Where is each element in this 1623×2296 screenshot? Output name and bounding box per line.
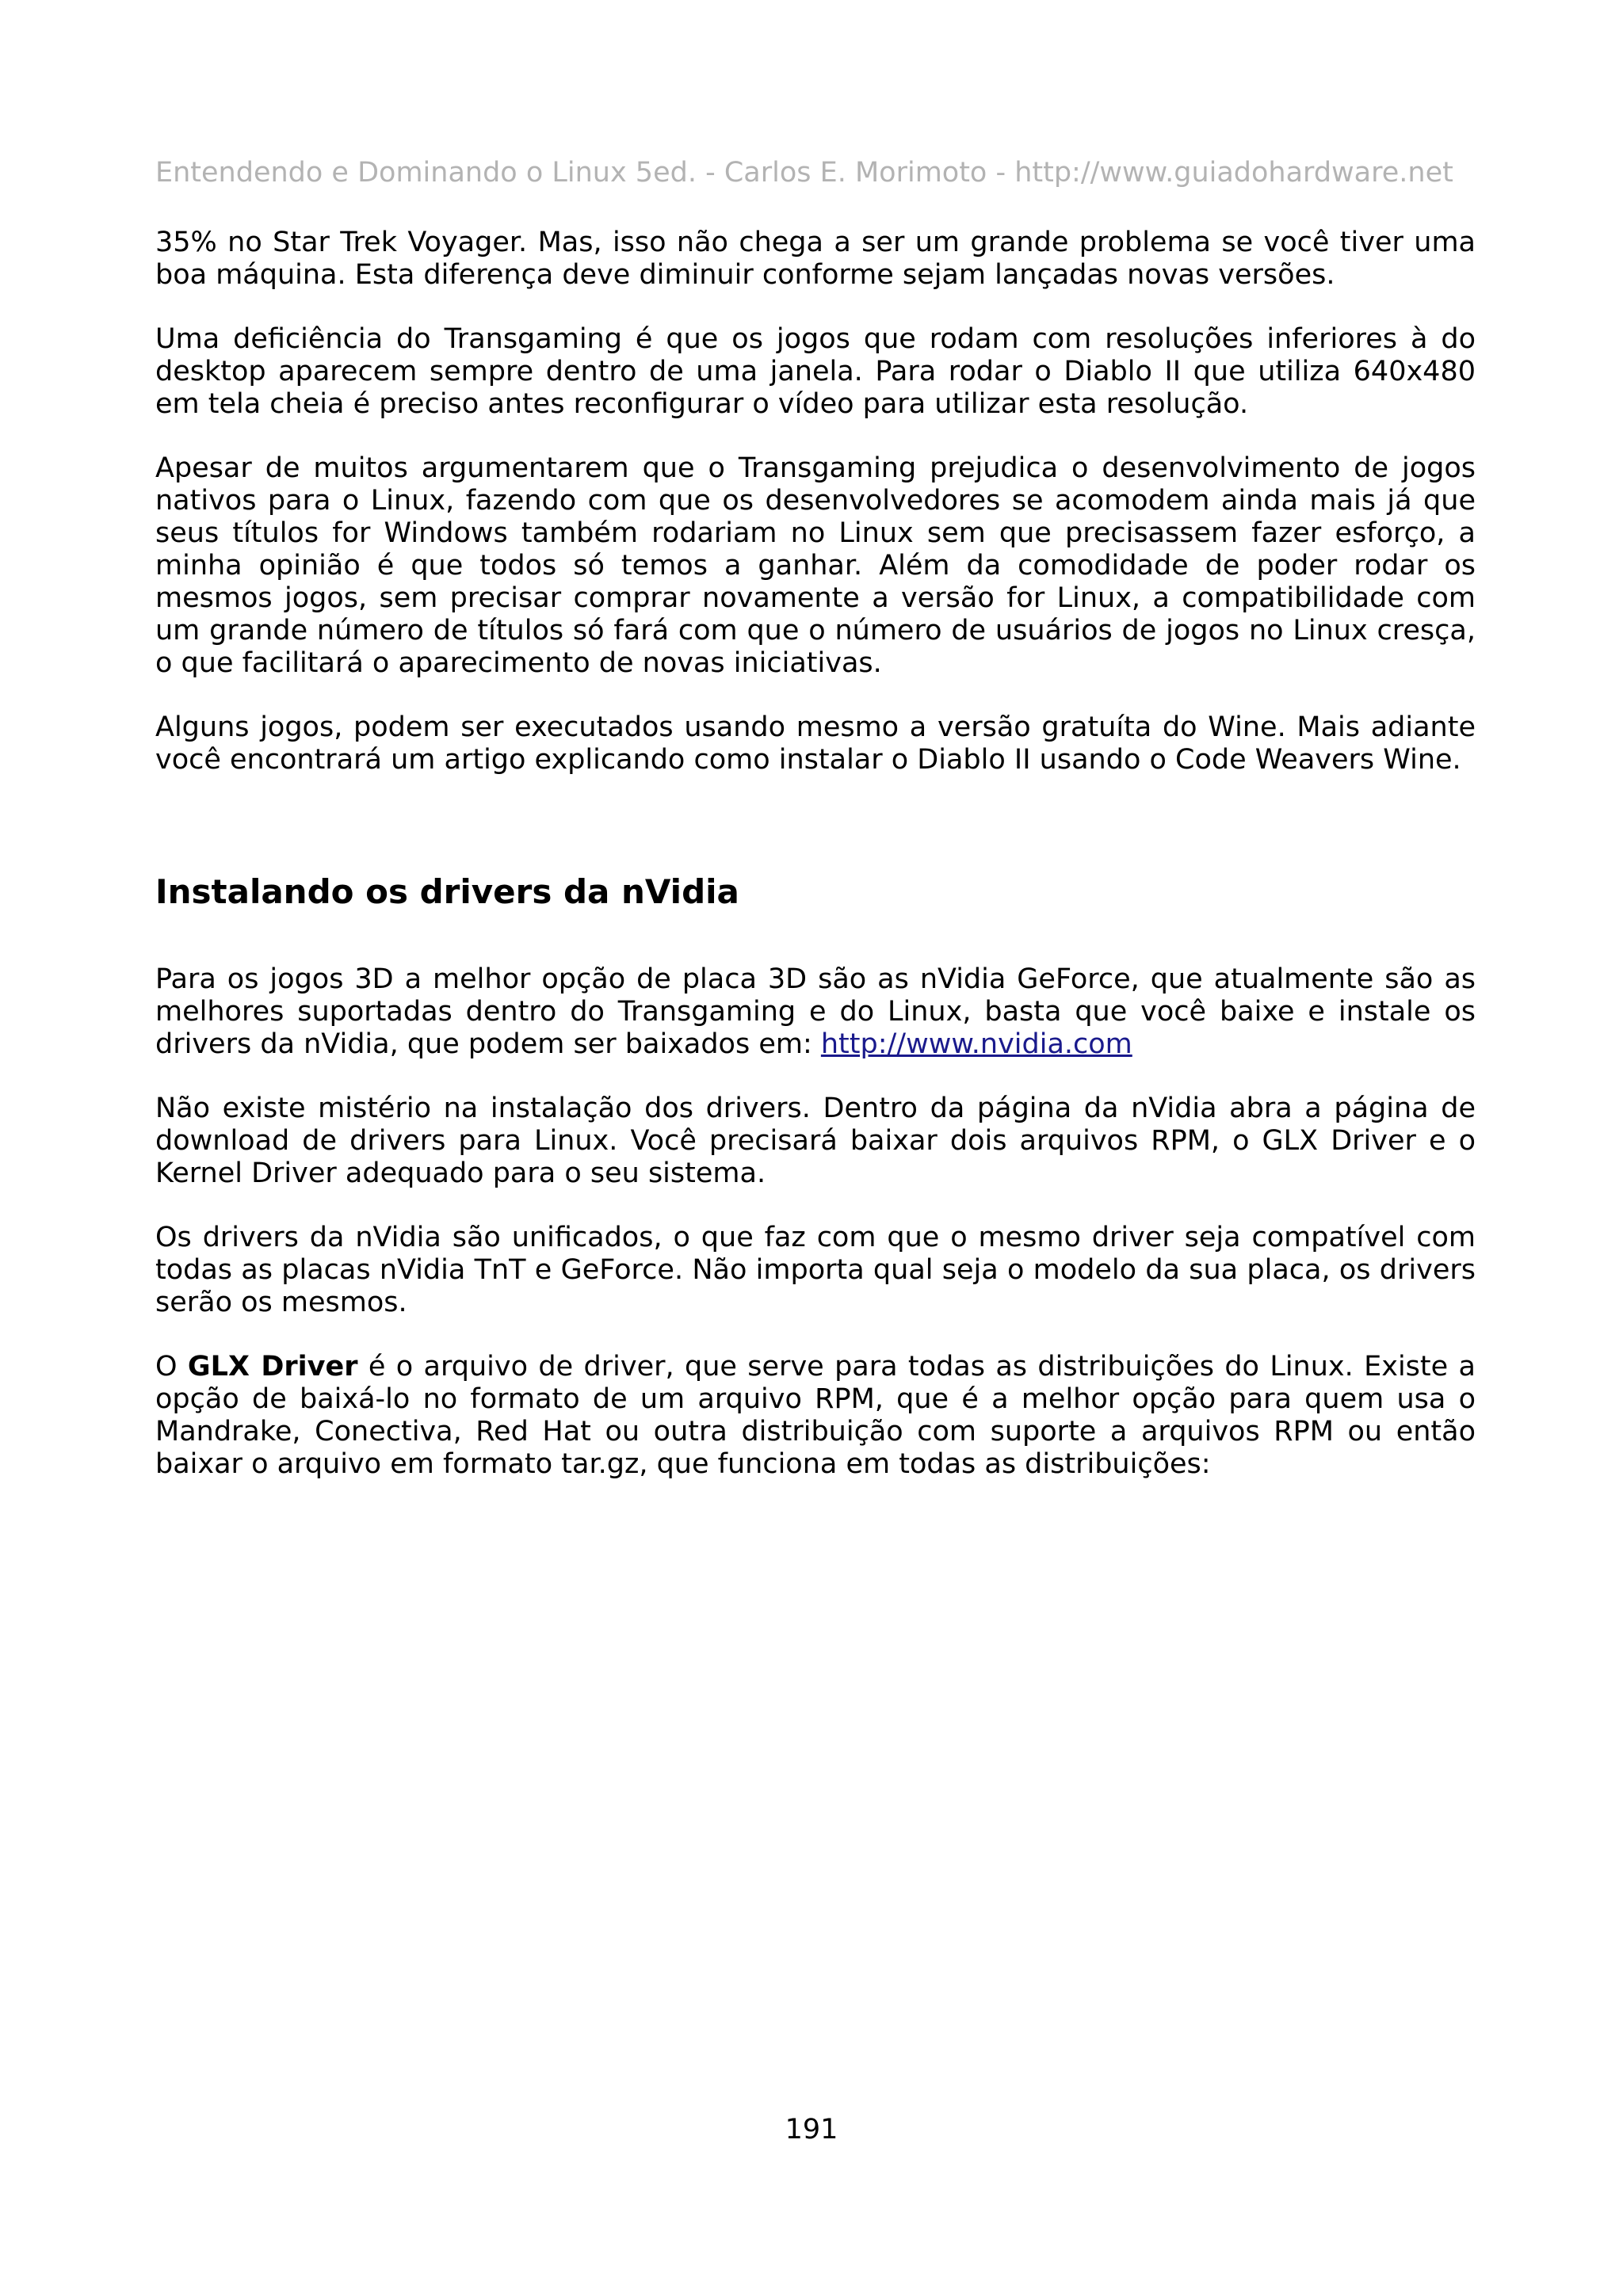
paragraph-nvidia-intro xyxy=(155,963,1476,1061)
section-heading: Instalando os drivers da nVidia xyxy=(155,872,739,911)
paragraph-driver-download: Não existe mistério na instalação dos drivers. Dentro da página da nVidia abra a página de download de drivers para Linux. Você precisará baixar dois arquivos RPM, o GLX Driver e o Kernel Driver adequado para o seu sistema. xyxy=(155,1093,1476,1189)
paragraph-wine-games: Alguns jogos, podem ser executados usando mesmo a versão gratuíta do Wine. Mais adiante você encontrará um artigo explicando como instalar o Diablo II usando o Code Weavers Wine. xyxy=(155,711,1476,776)
running-header: Entendendo e Dominando o Linux 5ed. - Carlos E. Morimoto - http://www.guiadohardware.net xyxy=(155,157,1453,189)
paragraph-performance-note: 35% no Star Trek Voyager. Mas, isso não chega a ser um grande problema se você tiver uma boa máquina. Esta diferença deve diminuir conforme sejam lançadas novas versões. xyxy=(155,227,1476,291)
paragraph-resolution-limitation: Uma deficiência do Transgaming é que os jogos que rodam com resoluções inferiores à do desktop aparecem sempre dentro de uma janela. Para rodar o Diablo II que utiliza 640x480 em tela cheia é preciso antes reconfigurar o vídeo para utilizar esta resolução. xyxy=(155,323,1476,420)
nvidia-intro-text: Para os jogos 3D a melhor opção de placa 3D são as nVidia GeForce, que atualmente são as melhores suportadas dentro do Transgaming e do Linux, basta que você baixe e instale os drivers da nVidia, que podem ser baixados em: xyxy=(155,963,1476,1060)
paragraph-glx-driver xyxy=(155,1351,1476,1481)
page-body xyxy=(155,227,1476,1481)
glx-description: é o arquivo de driver, que serve para todas as distribuições do Linux. Existe a opção de baixá-lo no formato de um arquivo RPM, que é a melhor opção para quem usa o Mandrake, Conectiva, Red Hat ou outra distribuição com suporte a arquivos RPM ou então baixar o arquivo em formato tar.gz, que funciona em todas as distribuições: xyxy=(155,1351,1476,1480)
glx-driver-term: GLX Driver xyxy=(187,1351,358,1383)
page-number: 191 xyxy=(785,2114,838,2145)
paragraph-transgaming-opinion: Apesar de muitos argumentarem que o Transgaming prejudica o desenvolvimento de jogos nativos para o Linux, fazendo com que os desenvolvedores se acomodem ainda mais já que seus títulos for Windows também rodariam no Linux sem que precisassem fazer esforço, a minha opinião é que todos só temos a ganhar. Além da comodidade de poder rodar os mesmos jogos, sem precisar comprar novamente a versão for Linux, a compatibilidade com um grande número de títulos só fará com que o número de usuários de jogos no Linux cresça, o que facilitará o aparecimento de novas iniciativas. xyxy=(155,452,1476,679)
glx-prefix: O xyxy=(155,1351,188,1383)
nvidia-site-link[interactable]: http://www.nvidia.com xyxy=(820,1028,1132,1060)
paragraph-unified-drivers: Os drivers da nVidia são unificados, o que faz com que o mesmo driver seja compatível com todas as placas nVidia TnT e GeForce. Não importa qual seja o modelo da sua placa, os drivers serão os mesmos. xyxy=(155,1222,1476,1318)
